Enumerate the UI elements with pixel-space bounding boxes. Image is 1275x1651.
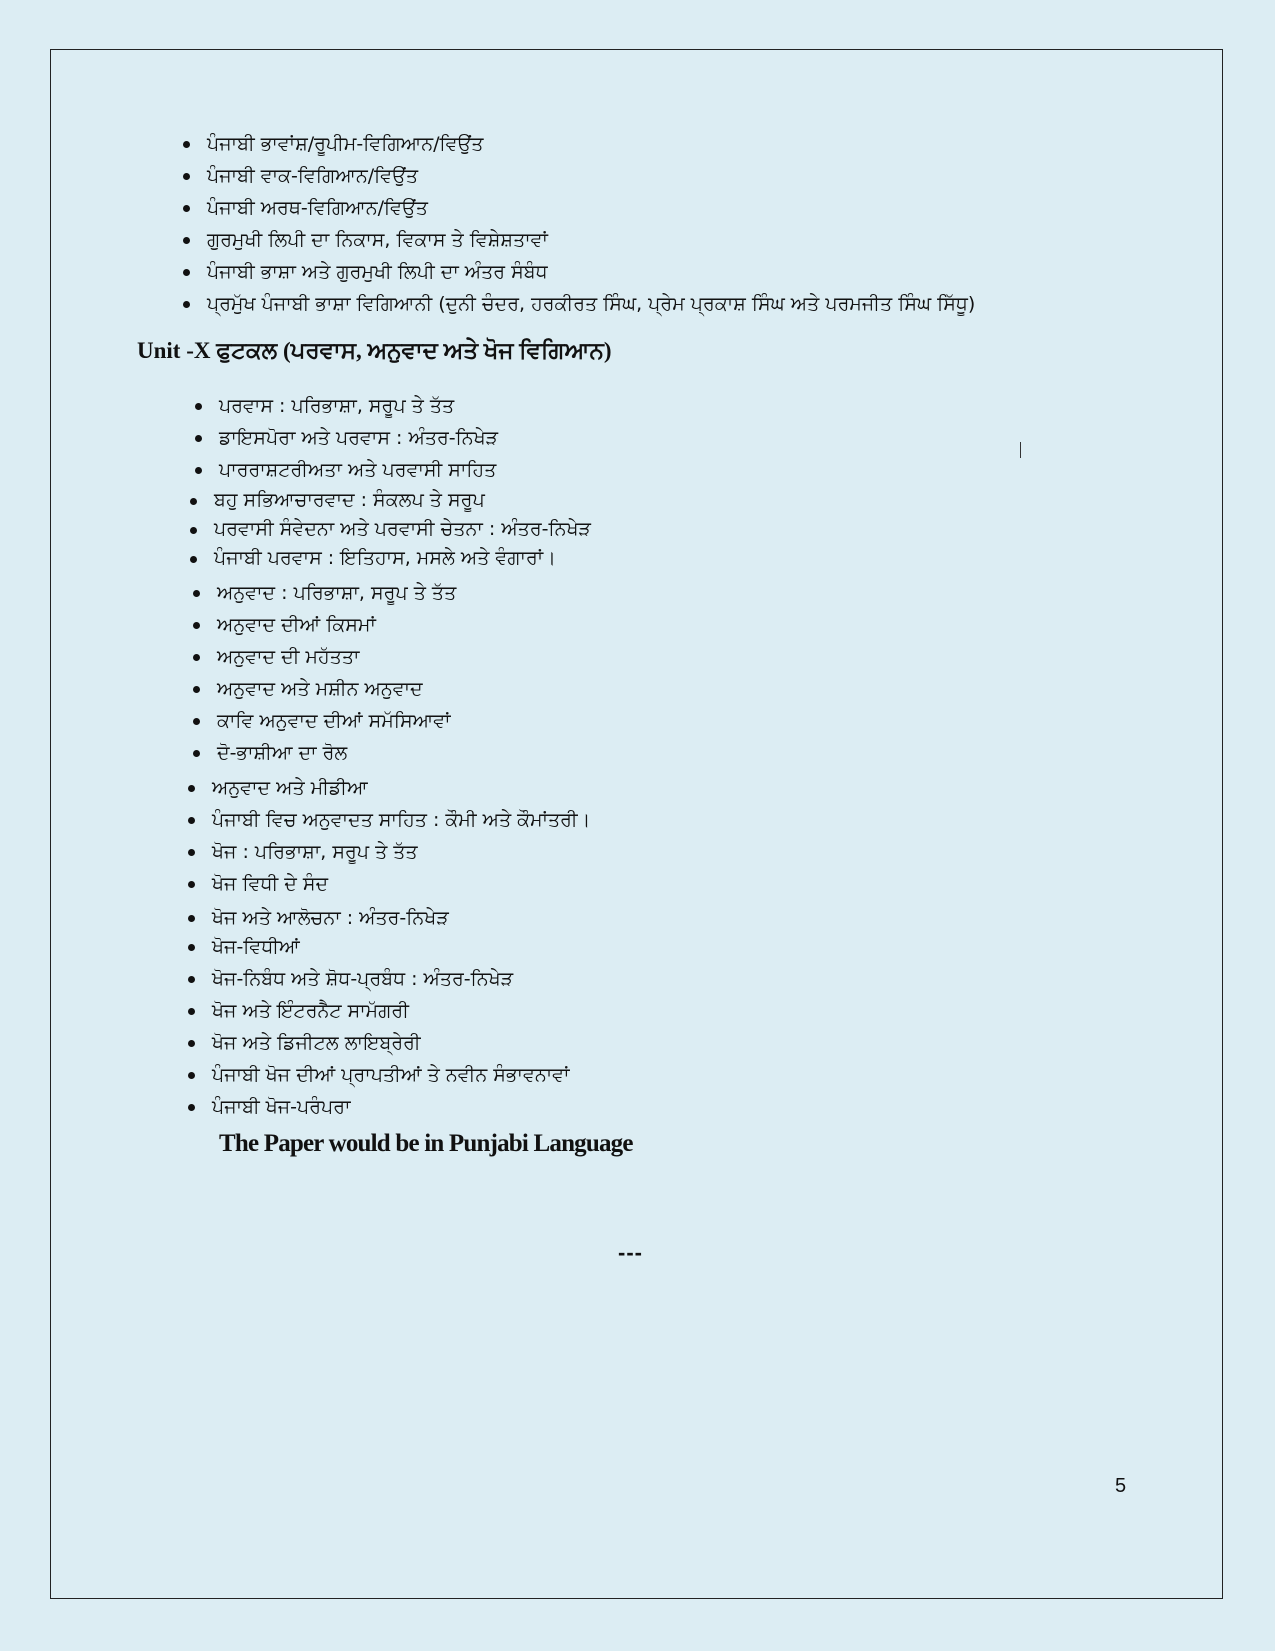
list-item: ਅਨੁਵਾਦ ਅਤੇ ਮੀਡੀਆ <box>212 772 590 804</box>
syllabus-list-translation-research <box>212 772 590 900</box>
section-separator: --- <box>618 1240 643 1265</box>
syllabus-list-migration-continued <box>214 486 591 573</box>
list-item: ਖੋਜ ਅਤੇ ਡਿਜੀਟਲ ਲਾਇਬ੍ਰੇਰੀ <box>212 1027 569 1059</box>
text-cursor <box>1020 442 1021 458</box>
list-item: ਪਰਵਾਸ : ਪਰਿਭਾਸ਼ਾ, ਸਰੂਪ ਤੇ ਤੱਤ <box>219 390 498 422</box>
list-item: ਬਹੁ ਸਭਿਆਚਾਰਵਾਦ : ਸੰਕਲਪ ਤੇ ਸਰੂਪ <box>214 486 591 515</box>
list-item: ਪੰਜਾਬੀ ਵਿਚ ਅਨੁਵਾਦਤ ਸਾਹਿਤ : ਕੌਮੀ ਅਤੇ ਕੌਮਾਂਤਰੀ। <box>212 804 590 836</box>
list-item: ਖੋਜ-ਵਿਧੀਆਂ <box>212 931 569 963</box>
page-number: 5 <box>1115 1475 1127 1497</box>
list-item: ਅਨੁਵਾਦ ਅਤੇ ਮਸ਼ੀਨ ਅਨੁਵਾਦ <box>217 673 456 705</box>
list-item: ਖੋਜ ਅਤੇ ਇੰਟਰਨੈਟ ਸਾਮੱਗਰੀ <box>212 995 569 1027</box>
list-item: ਖੋਜ ਅਤੇ ਆਲੋਚਨਾ : ਅੰਤਰ-ਨਿਖੇੜ <box>212 905 569 931</box>
list-item: ਅਨੁਵਾਦ ਦੀਆਂ ਕਿਸਮਾਂ <box>217 609 456 641</box>
list-item: ਖੋਜ : ਪਰਿਭਾਸ਼ਾ, ਸਰੂਪ ਤੇ ਤੱਤ <box>212 836 590 868</box>
unit-heading: Unit -X ਫੁਟਕਲ (ਪਰਵਾਸ, ਅਨੁਵਾਦ ਅਤੇ ਖੋਜ ਵਿਗਿਆਨ) <box>137 338 612 363</box>
list-item: ਪਰਵਾਸੀ ਸੰਵੇਦਨਾ ਅਤੇ ਪਰਵਾਸੀ ਚੇਤਨਾ : ਅੰਤਰ-ਨਿਖੇੜ <box>214 515 591 544</box>
syllabus-list-linguistics <box>207 128 975 320</box>
list-item: ਪਾਰਰਾਸ਼ਟਰੀਅਤਾ ਅਤੇ ਪਰਵਾਸੀ ਸਾਹਿਤ <box>219 454 498 486</box>
list-item: ਖੋਜ-ਨਿਬੰਧ ਅਤੇ ਸ਼ੋਧ-ਪ੍ਰਬੰਧ : ਅੰਤਰ-ਨਿਖੇੜ <box>212 963 569 995</box>
list-item: ਪੰਜਾਬੀ ਭਾਸ਼ਾ ਅਤੇ ਗੁਰਮੁਖੀ ਲਿਪੀ ਦਾ ਅੰਤਰ ਸੰਬੰਧ <box>207 256 975 288</box>
list-item: ਪੰਜਾਬੀ ਖੋਜ ਦੀਆਂ ਪ੍ਰਾਪਤੀਆਂ ਤੇ ਨਵੀਨ ਸੰਭਾਵਨਾਵਾਂ <box>212 1059 569 1091</box>
language-note: The Paper would be in Punjabi Language <box>219 1130 633 1157</box>
list-item: ਪੰਜਾਬੀ ਅਰਥ-ਵਿਗਿਆਨ/ਵਿਉਂਤ <box>207 192 975 224</box>
list-item: ਪ੍ਰਮੁੱਖ ਪੰਜਾਬੀ ਭਾਸ਼ਾ ਵਿਗਿਆਨੀ (ਦੁਨੀ ਚੰਦਰ, ਹਰਕੀਰਤ ਸਿੰਘ, ਪ੍ਰੇਮ ਪ੍ਰਕਾਸ਼ ਸਿੰਘ ਅਤੇ ਪਰਮਜੀਤ ਸਿੰਘ ਸਿੱਧੂ) <box>207 288 975 320</box>
syllabus-list-translation <box>217 577 456 769</box>
list-item: ਪੰਜਾਬੀ ਭਾਵਾਂਸ਼/ਰੂਪੀਮ-ਵਿਗਿਆਨ/ਵਿਉਂਤ <box>207 128 975 160</box>
list-item: ਗੁਰਮੁਖੀ ਲਿਪੀ ਦਾ ਨਿਕਾਸ, ਵਿਕਾਸ ਤੇ ਵਿਸ਼ੇਸ਼ਤਾਵਾਂ <box>207 224 975 256</box>
list-item: ਖੋਜ ਵਿਧੀ ਦੇ ਸੰਦ <box>212 868 590 900</box>
list-item: ਅਨੁਵਾਦ ਦੀ ਮਹੱਤਤਾ <box>217 641 456 673</box>
list-item: ਡਾਇਸਪੋਰਾ ਅਤੇ ਪਰਵਾਸ : ਅੰਤਰ-ਨਿਖੇੜ <box>219 422 498 454</box>
list-item: ਪੰਜਾਬੀ ਪਰਵਾਸ : ਇਤਿਹਾਸ, ਮਸਲੇ ਅਤੇ ਵੰਗਾਰਾਂ। <box>214 544 591 573</box>
syllabus-list-research <box>212 905 569 1123</box>
syllabus-list-migration <box>219 390 498 486</box>
list-item: ਕਾਵਿ ਅਨੁਵਾਦ ਦੀਆਂ ਸਮੱਸਿਆਵਾਂ <box>217 705 456 737</box>
list-item: ਪੰਜਾਬੀ ਖੋਜ-ਪਰੰਪਰਾ <box>212 1091 569 1123</box>
list-item: ਦੋ-ਭਾਸ਼ੀਆ ਦਾ ਰੋਲ <box>217 737 456 769</box>
list-item: ਪੰਜਾਬੀ ਵਾਕ-ਵਿਗਿਆਨ/ਵਿਉਂਤ <box>207 160 975 192</box>
list-item: ਅਨੁਵਾਦ : ਪਰਿਭਾਸ਼ਾ, ਸਰੂਪ ਤੇ ਤੱਤ <box>217 577 456 609</box>
